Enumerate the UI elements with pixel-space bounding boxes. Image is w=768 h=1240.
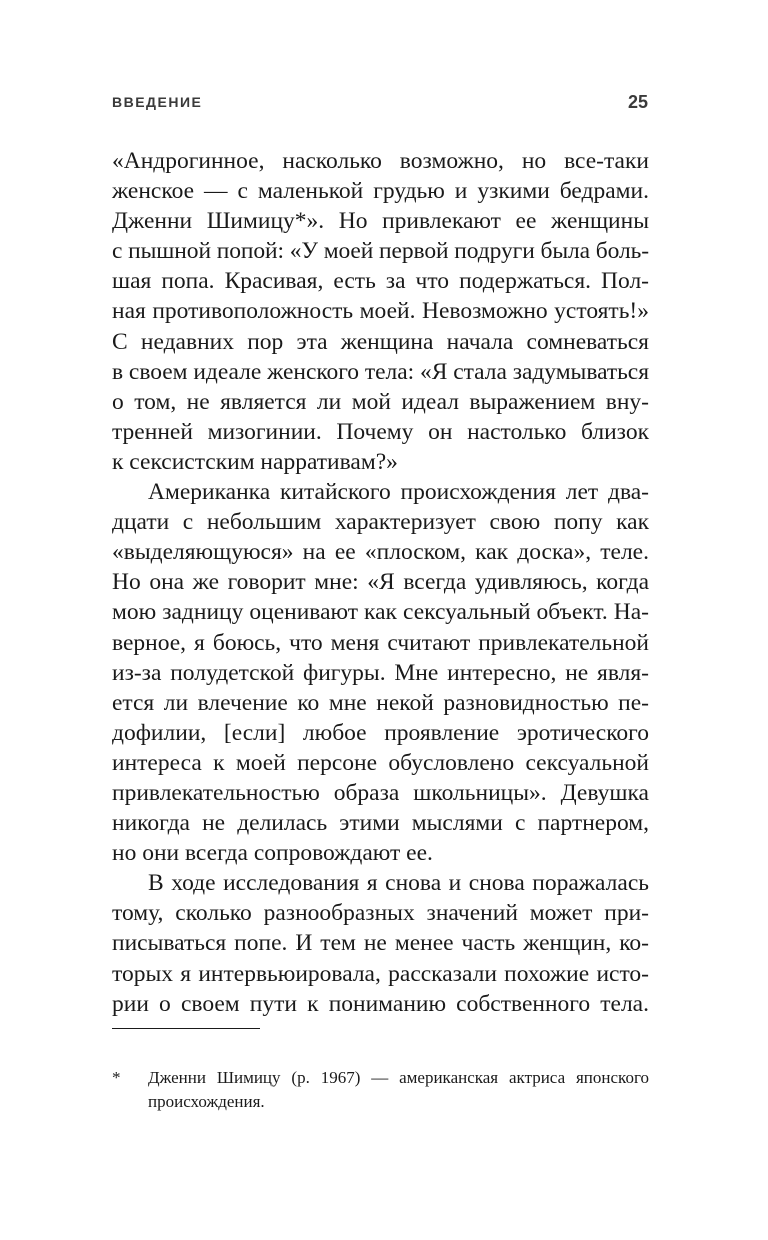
- text-line: о том, не является ли мой идеал выражением вну-: [112, 388, 649, 415]
- text-line: никогда не делилась этими мыслями с партнером,: [112, 810, 649, 837]
- text-line: «Андрогинное, насколько возможно, но все-таки: [112, 148, 649, 174]
- text-line: Дженни Шимицу*». Но привлекают ее женщины: [112, 208, 649, 235]
- text-line: с пышной попой: «У моей первой подруги была боль-: [112, 238, 649, 265]
- text-line: писываться попе. И тем не менее часть женщин, ко-: [112, 930, 649, 957]
- text-line: рии о своем пути к пониманию собственного тела.: [112, 990, 649, 1017]
- text-line: из-за полудетской фигуры. Мне интересно, не явля-: [112, 659, 649, 686]
- paragraph-2: [112, 477, 649, 868]
- text-line: Но она же говорит мне: «Я всегда удивляюсь, когда: [112, 569, 649, 596]
- page-header: [112, 92, 648, 116]
- text-line: дофилии, [если] любое проявление эротического: [112, 719, 649, 746]
- footnote-text: Дженни Шимицу (р. 1967) — американская актриса японского происхождения.: [148, 1068, 649, 1111]
- text-line: шая попа. Красивая, есть за что подержаться. Пол-: [112, 268, 649, 295]
- text-line: но они всегда сопровождают ее.: [112, 840, 433, 867]
- paragraph-1: [112, 146, 649, 477]
- footnote-divider: [112, 1028, 260, 1029]
- text-line: Американка китайского происхождения лет два-: [148, 479, 649, 506]
- paragraph-3: [112, 868, 649, 1018]
- text-line: верное, я боюсь, что меня считают привлекательной: [112, 629, 649, 656]
- text-line: тому, сколько разнообразных значений может при-: [112, 900, 649, 927]
- text-line: интереса к моей персоне обусловлено сексуальной: [112, 749, 649, 776]
- footnote: [112, 1066, 649, 1114]
- page-number: 25: [627, 92, 648, 112]
- body-text: [112, 146, 649, 1019]
- footnote-marker: *: [112, 1068, 121, 1087]
- text-line: привлекательностью образа школьницы». Девушка: [112, 779, 649, 806]
- text-line: к сексистским нарративам?»: [112, 448, 398, 475]
- text-line: дцати с небольшим характеризует свою попу как: [112, 509, 649, 536]
- text-line: «выделяющуюся» на ее «плоском, как доска», теле.: [112, 539, 649, 566]
- text-line: тренней мизогинии. Почему он настолько близок: [112, 418, 649, 445]
- text-line: В ходе исследования я снова и снова поражалась: [148, 870, 649, 897]
- text-line: ная противоположность моей. Невозможно устоять!»: [112, 298, 649, 325]
- text-line: женское — с маленькой грудью и узкими бедрами.: [112, 178, 649, 205]
- running-title: ВВЕДЕНИЕ: [112, 94, 203, 110]
- text-line: С недавних пор эта женщина начала сомневаться: [112, 328, 649, 355]
- text-line: торых я интервьюировала, рассказали похожие исто-: [112, 960, 649, 987]
- text-line: мою задницу оценивают как сексуальный объект. На-: [112, 599, 649, 626]
- text-line: в своем идеале женского тела: «Я стала задумываться: [112, 358, 649, 385]
- text-line: ется ли влечение ко мне некой разновидностью пе-: [112, 689, 649, 716]
